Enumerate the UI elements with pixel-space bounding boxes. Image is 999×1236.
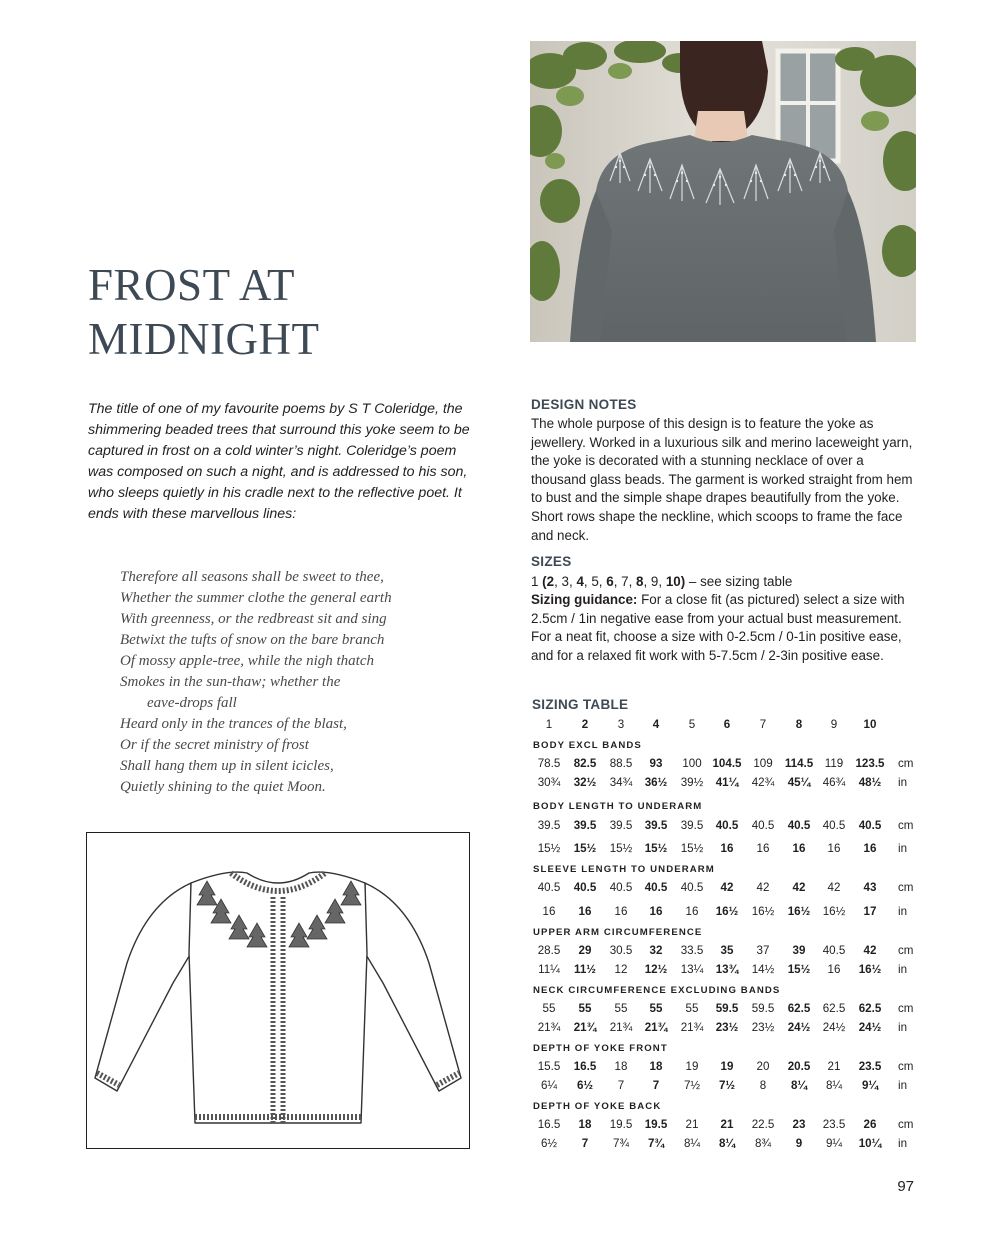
table-cell: 8¼ — [825, 1079, 843, 1092]
table-cell: 32½ — [573, 776, 597, 789]
table-cell: 42 — [827, 881, 841, 894]
table-cell: 12½ — [644, 963, 668, 976]
table-cell: 23.5 — [822, 1118, 846, 1131]
poem-line: Whether the summer clothe the general earth — [120, 590, 392, 606]
table-cell: 16 — [649, 905, 663, 918]
size-text: 8 — [636, 574, 644, 589]
size-text: 6 — [606, 574, 614, 589]
table-cell: 123.5 — [855, 757, 885, 770]
table-cell: 37 — [756, 944, 770, 957]
table-cell: 48½ — [858, 776, 882, 789]
table-cell: 7¾ — [647, 1137, 665, 1150]
table-category-label: BODY EXCL BANDS — [533, 740, 642, 751]
table-cell: 30.5 — [609, 944, 633, 957]
table-cell: 62.5 — [787, 1002, 811, 1015]
table-cell: 20 — [756, 1060, 770, 1073]
design-notes-heading: DESIGN NOTES — [531, 397, 637, 412]
table-cell: 39½ — [680, 776, 704, 789]
unit-label: cm — [898, 881, 914, 894]
table-cell: 8¼ — [683, 1137, 701, 1150]
sizing-guidance — [531, 591, 916, 665]
table-cell: 7½ — [683, 1079, 701, 1092]
table-cell: 104.5 — [712, 757, 742, 770]
table-cell: 16 — [863, 842, 877, 855]
table-cell: 16½ — [715, 905, 739, 918]
unit-label: in — [898, 1137, 908, 1150]
table-row-in — [532, 842, 920, 858]
table-row-in — [532, 1079, 920, 1095]
table-cell: 46¾ — [822, 776, 846, 789]
table-cell: 8¼ — [718, 1137, 736, 1150]
table-cell: 42 — [792, 881, 806, 894]
table-cell: 24½ — [822, 1021, 846, 1034]
table-cell: 40.5 — [858, 819, 882, 832]
table-cell: 7 — [581, 1137, 589, 1150]
table-cell: 40.5 — [822, 944, 846, 957]
table-cell: 16 — [614, 905, 628, 918]
table-cell: 10¼ — [858, 1137, 882, 1150]
table-cell: 55 — [685, 1002, 699, 1015]
table-cell: 40.5 — [537, 881, 561, 894]
table-cell: 16.5 — [537, 1118, 561, 1131]
size-text: 1 — [531, 574, 543, 589]
table-cell: 33.5 — [680, 944, 704, 957]
unit-label: in — [898, 963, 908, 976]
table-cell: 39.5 — [609, 819, 633, 832]
table-cell: 39.5 — [644, 819, 668, 832]
table-cell: 9¼ — [861, 1079, 879, 1092]
table-row-cm — [532, 1060, 920, 1076]
table-cell: 19 — [720, 1060, 734, 1073]
poem-line: Or if the secret ministry of frost — [120, 737, 309, 753]
table-cell: 23½ — [751, 1021, 775, 1034]
unit-label: in — [898, 1021, 908, 1034]
table-category-label: DEPTH OF YOKE BACK — [533, 1101, 662, 1112]
table-cell: 55 — [614, 1002, 628, 1015]
table-cell: 19.5 — [644, 1118, 668, 1131]
table-cell: 8 — [759, 1079, 767, 1092]
poem-line: With greenness, or the redbreast sit and sing — [120, 611, 387, 627]
table-cell: 18 — [578, 1118, 592, 1131]
table-cell: 16 — [720, 842, 734, 855]
poem-line: Shall hang them up in silent icicles, — [120, 758, 334, 774]
table-cell: 14½ — [751, 963, 775, 976]
poem-line: Therefore all seasons shall be sweet to thee, — [120, 569, 384, 585]
table-cell: 7½ — [718, 1079, 736, 1092]
table-cell: 40.5 — [609, 881, 633, 894]
size-text: – see sizing table — [685, 574, 793, 589]
table-cell: 16 — [756, 842, 770, 855]
table-row-in — [532, 905, 920, 921]
table-cell: 42 — [863, 944, 877, 957]
table-cell: 109 — [753, 757, 773, 770]
table-cell: 32 — [649, 944, 663, 957]
sizes-heading: SIZES — [531, 554, 572, 569]
table-cell: 23 — [792, 1118, 806, 1131]
table-row-cm — [532, 944, 920, 960]
table-cell: 6½ — [576, 1079, 594, 1092]
table-cell: 16 — [578, 905, 592, 918]
table-cell: 6 — [723, 718, 731, 731]
table-cell: 16 — [792, 842, 806, 855]
table-cell: 21¾ — [537, 1021, 561, 1034]
table-cell: 42 — [756, 881, 770, 894]
table-cell: 59.5 — [751, 1002, 775, 1015]
table-cell: 93 — [649, 757, 663, 770]
table-cell: 29 — [578, 944, 592, 957]
table-cell: 55 — [578, 1002, 592, 1015]
size-text: , 7, — [613, 574, 637, 589]
table-cell: 16 — [685, 905, 699, 918]
table-cell: 16½ — [751, 905, 775, 918]
intro-text: The title of one of my favourite poems by S T Coleridge, the shimmering beaded trees that surround this yoke seem to be captured in frost on a cold winter’s night. Coleridge’s poem was composed on such a night, and is addressed to his son, who sleeps quietly in his cradle next to the reflective poet. It ends with these marvellous lines: — [88, 401, 470, 522]
table-row-in — [532, 1021, 920, 1037]
table-cell: 13¼ — [680, 963, 704, 976]
table-cell: 21 — [685, 1118, 699, 1131]
poem-line: Heard only in the trances of the blast, — [120, 716, 347, 732]
table-cell: 62.5 — [858, 1002, 882, 1015]
table-cell: 16 — [827, 842, 841, 855]
table-cell: 40.5 — [715, 819, 739, 832]
table-cell: 8¼ — [790, 1079, 808, 1092]
table-cell: 45¼ — [787, 776, 811, 789]
table-cell: 30¾ — [537, 776, 561, 789]
unit-label: cm — [898, 1060, 914, 1073]
table-cell: 20.5 — [787, 1060, 811, 1073]
table-cell: 15½ — [573, 842, 597, 855]
table-cell: 6¼ — [540, 1079, 558, 1092]
size-text: 10) — [665, 574, 686, 589]
table-cell: 19.5 — [609, 1118, 633, 1131]
table-category-label: NECK CIRCUMFERENCE EXCLUDING BANDS — [533, 985, 781, 996]
table-row-cm — [532, 757, 920, 773]
table-cell: 59.5 — [715, 1002, 739, 1015]
table-category-label: BODY LENGTH TO UNDERARM — [533, 801, 703, 812]
table-cell: 16 — [542, 905, 556, 918]
table-cell: 15½ — [537, 842, 561, 855]
table-cell: 16 — [827, 963, 841, 976]
table-cell: 21¾ — [609, 1021, 633, 1034]
table-row-in — [532, 776, 920, 792]
page-number: 97 — [897, 1178, 914, 1195]
table-row-cm — [532, 819, 920, 835]
unit-label: cm — [898, 1118, 914, 1131]
table-cell: 7 — [617, 1079, 625, 1092]
title-line-1: FROST AT — [88, 260, 296, 310]
size-text: , 5, — [583, 574, 607, 589]
model-photo — [530, 41, 916, 342]
table-cell: 55 — [649, 1002, 663, 1015]
size-text: 4 — [576, 574, 584, 589]
table-row-cm — [532, 881, 920, 897]
table-cell: 15½ — [787, 963, 811, 976]
table-cell: 43 — [863, 881, 877, 894]
unit-label: in — [898, 776, 908, 789]
table-cell: 23.5 — [858, 1060, 882, 1073]
table-cell: 6½ — [540, 1137, 558, 1150]
table-cell: 34¾ — [609, 776, 633, 789]
table-cell: 9 — [830, 718, 838, 731]
size-text: , 9, — [643, 574, 666, 589]
unit-label: cm — [898, 819, 914, 832]
size-number-row — [532, 718, 920, 734]
table-cell: 17 — [863, 905, 877, 918]
table-row-in — [532, 963, 920, 979]
table-cell: 39.5 — [680, 819, 704, 832]
unit-label: in — [898, 842, 908, 855]
table-cell: 40.5 — [644, 881, 668, 894]
table-category-label: SLEEVE LENGTH TO UNDERARM — [533, 864, 715, 875]
table-cell: 39 — [792, 944, 806, 957]
poem-line: Of mossy apple-tree, while the nigh thatch — [120, 653, 374, 669]
table-cell: 8¾ — [754, 1137, 772, 1150]
table-cell: 26 — [863, 1118, 877, 1131]
table-cell: 40.5 — [822, 819, 846, 832]
table-cell: 42¾ — [751, 776, 775, 789]
table-cell: 78.5 — [537, 757, 561, 770]
table-cell: 15½ — [680, 842, 704, 855]
title-line-2: MIDNIGHT — [88, 314, 320, 364]
table-cell: 5 — [688, 718, 696, 731]
table-cell: 55 — [542, 1002, 556, 1015]
sizes-list — [531, 573, 916, 592]
sizing-guidance-text: For a close fit (as pictured) select a size with 2.5cm / 1in negative ease from your actual bust measurement. For a neat fit, choose a size with 0-2.5cm / 0-1in positive ease, and for a relaxed fit work with 5-7.5cm / 2-3in positive ease. — [531, 592, 905, 663]
table-cell: 11¼ — [538, 963, 560, 976]
table-cell: 40.5 — [787, 819, 811, 832]
table-cell: 88.5 — [609, 757, 633, 770]
table-category-label: DEPTH OF YOKE FRONT — [533, 1043, 668, 1054]
table-cell: 36½ — [644, 776, 668, 789]
table-cell: 39.5 — [537, 819, 561, 832]
table-cell: 22.5 — [751, 1118, 775, 1131]
size-text: , 3, — [554, 574, 577, 589]
table-cell: 16.5 — [573, 1060, 597, 1073]
poem-line: eave-drops fall — [147, 695, 237, 711]
sizing-guidance-label: Sizing guidance: — [531, 592, 638, 607]
sizing-table-heading: SIZING TABLE — [532, 697, 629, 712]
table-row-cm — [532, 1002, 920, 1018]
size-text: (2 — [542, 574, 555, 589]
table-cell: 3 — [617, 718, 625, 731]
table-cell: 15½ — [644, 842, 668, 855]
table-cell: 82.5 — [573, 757, 597, 770]
table-cell: 16½ — [822, 905, 846, 918]
table-row-cm — [532, 1118, 920, 1134]
table-cell: 2 — [581, 718, 589, 731]
page-title — [88, 258, 508, 366]
unit-label: cm — [898, 1002, 914, 1015]
table-cell: 28.5 — [537, 944, 561, 957]
table-cell: 62.5 — [822, 1002, 846, 1015]
table-cell: 19 — [685, 1060, 699, 1073]
table-cell: 9 — [795, 1137, 803, 1150]
table-cell: 21¾ — [680, 1021, 704, 1034]
table-cell: 24½ — [787, 1021, 811, 1034]
cardigan-sketch — [86, 832, 470, 1149]
table-cell: 15½ — [609, 842, 633, 855]
table-cell: 11½ — [574, 963, 596, 976]
table-cell: 15.5 — [537, 1060, 561, 1073]
table-cell: 8 — [795, 718, 803, 731]
table-cell: 35 — [720, 944, 734, 957]
unit-label: in — [898, 905, 908, 918]
poem-line: Quietly shining to the quiet Moon. — [120, 779, 326, 795]
table-cell: 100 — [682, 757, 702, 770]
table-cell: 16½ — [787, 905, 811, 918]
table-cell: 40.5 — [751, 819, 775, 832]
table-cell: 12 — [614, 963, 628, 976]
table-cell: 4 — [652, 718, 660, 731]
table-category-label: UPPER ARM CIRCUMFERENCE — [533, 927, 703, 938]
table-cell: 40.5 — [680, 881, 704, 894]
table-cell: 24½ — [858, 1021, 882, 1034]
table-cell: 39.5 — [573, 819, 597, 832]
table-cell: 1 — [545, 718, 553, 731]
table-cell: 21 — [827, 1060, 841, 1073]
table-cell: 16½ — [858, 963, 882, 976]
table-cell: 41¼ — [715, 776, 739, 789]
table-cell: 21¾ — [644, 1021, 668, 1034]
table-cell: 9¼ — [825, 1137, 843, 1150]
unit-label: cm — [898, 757, 914, 770]
table-cell: 21 — [720, 1118, 734, 1131]
table-cell: 21¾ — [573, 1021, 597, 1034]
table-cell: 114.5 — [784, 757, 814, 770]
unit-label: cm — [898, 944, 914, 957]
poem-line: Betwixt the tufts of snow on the bare branch — [120, 632, 385, 648]
table-cell: 7¾ — [612, 1137, 630, 1150]
poem — [120, 567, 460, 798]
unit-label: in — [898, 1079, 908, 1092]
table-cell: 119 — [824, 757, 844, 770]
design-notes-text: The whole purpose of this design is to feature the yoke as jewellery. Worked in a luxurious silk and merino laceweight yarn, the yoke is decorated with a stunning necklace of over a thousand glass beads. The garment is worked straight from hem to bust and the simple shape drapes beautifully from the yoke. Short rows shape the neckline, which scoops to frame the face and neck. — [531, 416, 913, 543]
table-cell: 23½ — [715, 1021, 739, 1034]
table-cell: 42 — [720, 881, 734, 894]
table-cell: 18 — [649, 1060, 663, 1073]
table-cell: 7 — [759, 718, 767, 731]
table-cell: 7 — [652, 1079, 660, 1092]
table-cell: 10 — [863, 718, 877, 731]
table-row-in — [532, 1137, 920, 1153]
table-cell: 40.5 — [573, 881, 597, 894]
poem-line: Smokes in the sun-thaw; whether the — [120, 674, 341, 690]
table-cell: 13¾ — [715, 963, 739, 976]
table-cell: 18 — [614, 1060, 628, 1073]
